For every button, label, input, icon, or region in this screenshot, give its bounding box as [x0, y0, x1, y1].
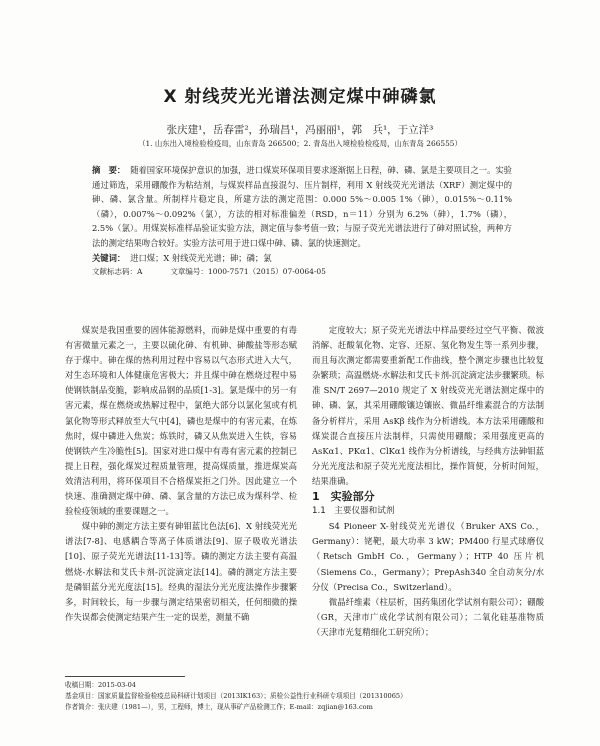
- body-paragraph: S4 Pioneer X-射线荧光光谱仪（Bruker AXS Co.，Germany）：铑靶，最大功率 3 kW；PM400 行星式球磨仪（Retsch GmbH Co.，Germany）；HTP 40 压片机（Siemens Co.，Germany）；PrepAsh340 全自动灰分/水分仪（Precisa Co.，Switzerland）。: [312, 521, 544, 592]
- body-paragraph: 煤中砷的测定方法主要有砷钼蓝比色法[6]、X 射线荧光光谱法[7-8]、电感耦合等离子体质谱法[9]、原子吸收光谱法[10]、原子荧光光谱法[11-13]等。磷的测定方法主要有高温燃烧-水解法和艾氏卡剂-沉淀滴定法[14]。磷的测定方法主要是磷钼蓝分光光度法[15]。经典的湿法分光光度法操作步骤繁多，时间较长，每一步骤与测定结果密切相关，任何细微的操作失误都会使测定结果产生一定的误差，测量不确: [65, 521, 297, 622]
- body-paragraph: 煤炭是我国重要的固体能源燃料，而砷是煤中重要的有毒有害微量元素之一，主要以硫化砷、有机砷、砷酸盐等形态赋存于煤中。砷在煤的热利用过程中容易以气态形式进入大气，对生态环境和人体健康危害极大；并且煤中砷在燃烧过程中易使钢铁制品变脆，影响成品钢的品质[1-3]。氯是煤中的另一有害元素，煤在燃烧或热解过程中，氯绝大部分以氯化氢或有机氯化物等形式释放至大气中[4]，磷也是煤中的有害元素，在炼焦时，煤中磷进入焦炭；炼铁时，磷又从焦炭进入生铁，容易使钢铁产生冷脆性[5]。国家对进口煤中有毒有害元素的控制已提上日程，强化煤炭过程质量管理，提高煤质量，推进煤炭高效清洁利用，将环保项目不合格煤炭拒之门外。因此建立一个快速、准确测定煤中砷、磷、氯含量的方法已成为煤科学、检验检疫领域的重要课题之一。: [65, 325, 297, 517]
- abstract: [92, 163, 512, 251]
- classification-row: [92, 265, 512, 280]
- body-paragraph: 微晶纤维素（柱层析，国药集团化学试剂有限公司）；硼酸（GR，天津市广成化学试剂有限公司）；二氧化硅基准物质（天津市光复精细化工研究所）；: [312, 596, 544, 637]
- abstract-label: 摘 要：: [92, 165, 126, 175]
- paper-title: X 射线荧光光谱法测定煤中砷磷氯: [163, 87, 437, 107]
- keywords-label: 关键词：: [92, 252, 126, 263]
- subsection-heading: 1.1 主要仪器和试剂: [312, 506, 395, 517]
- footnote-divider: [65, 676, 185, 677]
- section-heading: 1 实验部分: [312, 490, 375, 504]
- keywords: [92, 251, 512, 266]
- article-number: 文章编号：1000-7571（2015）07-0064-05: [170, 267, 326, 277]
- author-list: 张庆建¹，岳春雷²，孙瑞昌¹，冯丽丽¹，郭 兵¹，于立洋³: [166, 124, 434, 136]
- received-date: 收稿日期：2015-03-04: [65, 681, 136, 689]
- right-column: [312, 323, 544, 640]
- document-code: 文献标志码：A: [92, 267, 143, 277]
- abstract-text: 随着国家环境保护意识的加强，进口煤炭环保项目要求逐渐据上日程，砷、磷、氯是主要项目之一。实验通过筛选，采用硼酸作为粘结剂，与煤炭样品直接混匀、压片制样，利用 X 射线荧光光谱法（XRF）测定煤中的砷、磷、氯含量。所制样片稳定良，所建方法的测定范围：0.000 5%～0.005 1%（砷），0.015%～0.11%（磷），0.007%～0.092%（氯），方法的相对标准偏差（RSD，n＝11）分别为 6.2%（砷），1.7%（磷），2.5%（氯）。用煤炭标准样品验证实验方法，测定值与参考值一致；与原子荧光光谱法进行了砷对照试验，两种方法的测定结果吻合较好。实验方法可用于进口煤中砷、磷、氯的快速测定。: [92, 165, 512, 248]
- abstract-block: [92, 163, 512, 280]
- left-column: [65, 323, 297, 625]
- funding-note: 基金项目：国家质量监督检验检疫总局科研计划项目（2013IK163）；质检公益性行业科研专项项目（201310065）: [65, 692, 407, 701]
- author-bio: 作者简介：张庆建（1981—），男，工程师，博士，现从事矿产品检测工作；E-mail：zqjian@163.com: [65, 703, 373, 712]
- body-paragraph: 定度较大；原子荧光光谱法中样品要经过空气平衡、微波消解、赶酸氧化物、定容、还原、氢化物发生等一系列步骤，而且每次测定都需要重新配工作曲线，整个测定步骤也比较复杂繁琐；高温燃烧-水解法和艾氏卡剂-沉淀滴定法步骤繁琐。标准 SN/T 2697—2010 规定了 X 射线荧光光谱法测定煤中的砷、磷、氯，其采用硼酸镶边镶嵌、微晶纤维素混合的方法制备分析样片，采用 AsKβ 线作为分析谱线。本方法采用硼酸和煤炭混合直接压片法制样，只需使用硼酸；采用强度更高的 AsKα1、PKα1、ClKα1 线作为分析谱线，与经典方法砷钼蓝分光光度法和原子荧光光度法相比，操作简便，分析时间短，结果准确。: [312, 325, 544, 486]
- affiliation: （1. 山东出入境检验检疫局，山东青岛 266500；2. 青岛出入境检验检疫局，山东青岛 266555）: [138, 139, 462, 148]
- footnotes: [65, 680, 545, 714]
- keywords-text: 进口煤；X 射线荧光光谱；砷；磷；氯: [130, 252, 272, 263]
